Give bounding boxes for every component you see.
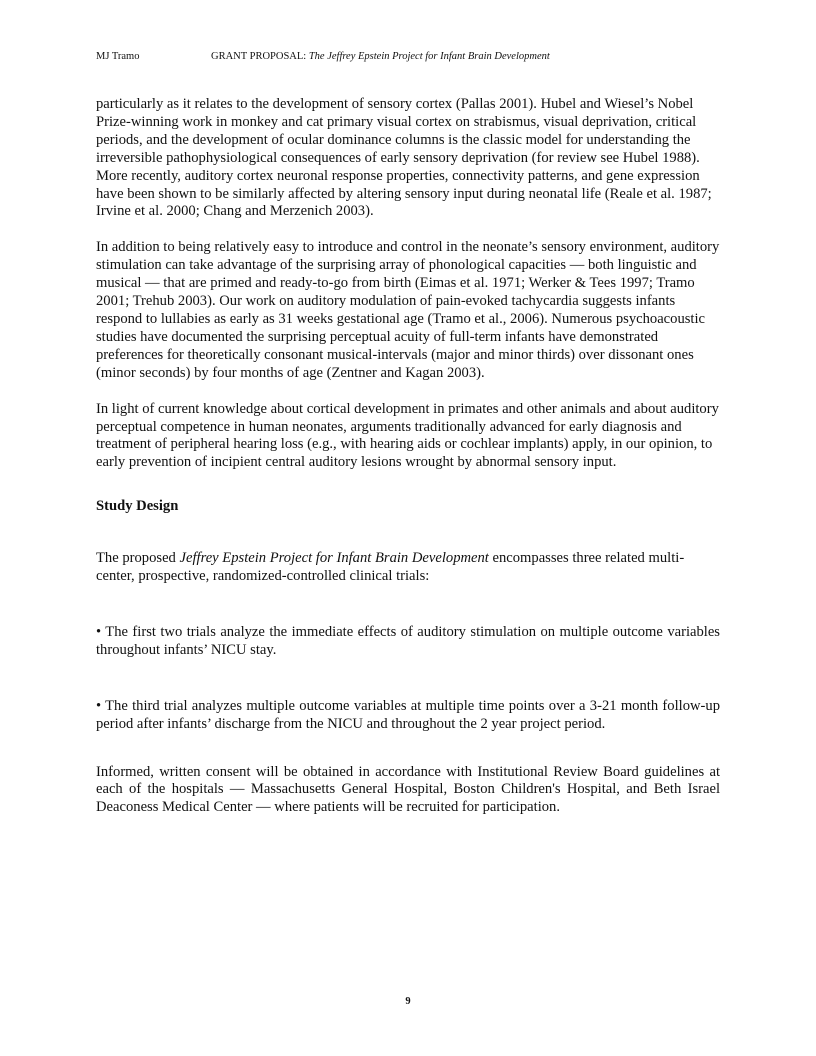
page-number: 9 — [405, 996, 411, 1007]
study-intro-pre: The proposed — [96, 550, 180, 567]
document-body — [96, 96, 720, 817]
paragraph-auditory-stimulation: In addition to being relatively easy to introduce and control in the neonate’s sensory environment, auditory stimulation can take advantage of the surprising array of phonological capacities — both linguistic and musical — that are primed and ready-to-go from birth (Eimas et al. 1971; Werker & Tees 1997; Tramo 2001; Trehub 2003). Our work on auditory modulation of pain-evoked tachycardia suggests infants respond to lullabies as early as 31 weeks gestational age (Tramo et al., 2006). Numerous psychoacoustic studies have documented the surprising perceptual acuity of full-term infants have demonstrated preferences for theoretically consonant musical-intervals (major and minor thirds) over dissonant ones (minor seconds) by four months of age (Zentner and Kagan 2003). — [96, 239, 720, 381]
header-author: MJ Tramo — [96, 51, 140, 62]
header-title-label: GRANT PROPOSAL: — [211, 51, 309, 62]
study-intro-project-name: Jeffrey Epstein Project for Infant Brain Development — [179, 550, 489, 567]
bullet-item-third-trial: • The third trial analyzes multiple outcome variables at multiple time points over a 3-21 month follow-up period after infants’ discharge from the NICU and throughout the 2 year project period. — [96, 697, 720, 732]
paragraph-informed-consent: Informed, written consent will be obtained in accordance with Institutional Review Board guidelines at each of the hospitals — Massachusetts General Hospital, Boston Children's Hospital, and Beth Israel Deaconess Medical Center — where patients will be recruited for participation. — [96, 763, 720, 816]
paragraph-study-intro — [96, 550, 720, 586]
paragraph-current-knowledge: In light of current knowledge about cortical development in primates and other animals and about auditory perceptual competence in human neonates, arguments traditionally advanced for early diagnosis and treatment of peripheral hearing loss (e.g., with hearing aids or cochlear implants) apply, in our opinion, to early prevention of incipient central auditory lesions wrought by abnormal sensory input. — [96, 400, 719, 471]
page-header — [96, 50, 550, 63]
paragraph-sensory-cortex: particularly as it relates to the development of sensory cortex (Pallas 2001). Hubel and Wiesel’s Nobel Prize-winning work in monkey and cat primary visual cortex on strabismus, visual deprivation, critical periods, and the development of ocular dominance columns is the classic model for understanding the irreversible pathophysiological consequences of early sensory deprivation (for review see Hubel 1988). More recently, auditory cortex neuronal response properties, connectivity patterns, and gene expression have been shown to be similarly affected by altering sensory input during neonatal life (Reale et al. 1987; Irvine et al. 2000; Chang and Merzenich 2003). — [96, 96, 712, 220]
header-title-text: The Jeffrey Epstein Project for Infant Brain Development — [308, 51, 550, 62]
bullet-item-first-trials: • The first two trials analyze the immediate effects of auditory stimulation on multiple outcome variables throughout infants’ NICU stay. — [96, 623, 720, 658]
study-intro-post: encompasses three related multi-center, prospective, randomized-controlled clinical trials: — [96, 550, 685, 585]
section-heading-study-design: Study Design — [96, 498, 179, 515]
